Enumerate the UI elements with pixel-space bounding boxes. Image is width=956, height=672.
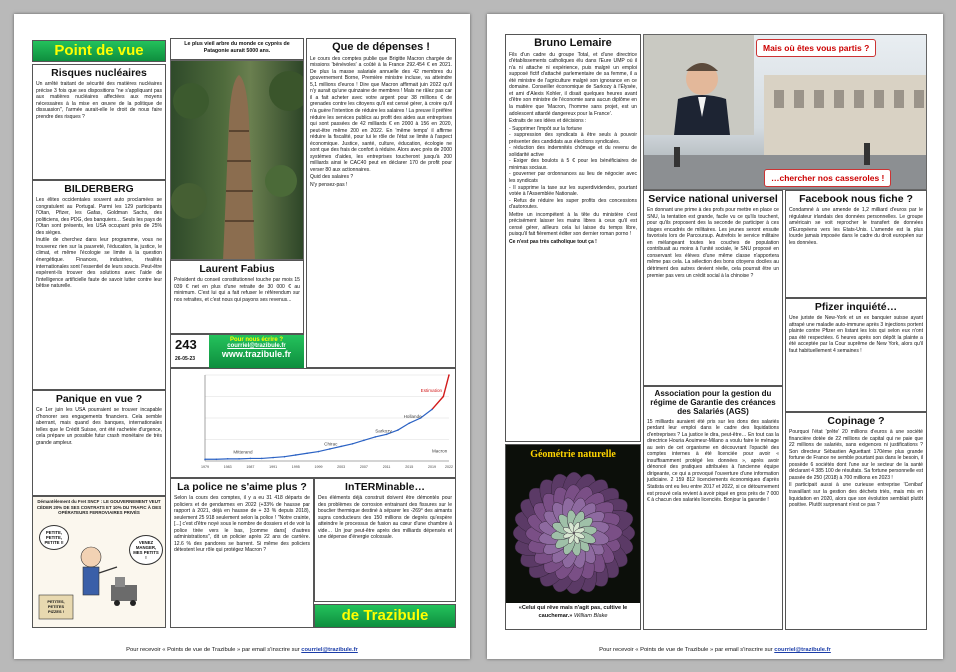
x-tick-label: 2011 (382, 465, 391, 469)
x-tick-label: 1991 (269, 465, 278, 469)
article-text: Une juriste de New-York et un ex banquier suisse ayant attrapé une maladie auto-immune après 3 injections portent plainte contre Pfizer en listant les lois qui selon eux n'ont pas été respectées. 6 heures après son dépôt la plainte a été acceptée par la Cour suprême de New York, alors qu'il faut habituellement 4 semaines ! (789, 315, 923, 354)
data-point (431, 409, 433, 411)
x-tick-label: 2019 (427, 465, 436, 469)
article-text: Ce n'est pas très catholique tout ça ! (509, 238, 597, 245)
aid-chart (171, 369, 455, 477)
article-laurent-fabius (170, 260, 304, 334)
chart-label-macron: Macron (431, 448, 448, 454)
article-title: La police ne s'aime plus ? (177, 481, 307, 493)
photo-caption-top: Mais où êtes vous partis ? (756, 39, 876, 57)
article-text: Inutile de cherchez dans leur programme, vous ne trouverez rien sur la pauvreté, l'éducation, la justice, le climat, et même l'écologie se limite à la question énergétique. Finances, industries, rivalités internationales sont l'essentiel de leurs soucis. Peut-être espèrent-ils trouver des solutions avec l'aide de l'intelligence artificielle faute de savoir lutter contre leur bêtise naturelle. (36, 237, 162, 290)
data-point (408, 422, 410, 424)
article-text: Un arrêté traitant de sécurité des matières nucléaires précise 3 fois que ses dispositions "ne s'appliquant pas aux matières nucléaires affectées aux moyens nécessaires à la mise en œuvre de la politique de dissuasion", l'armée aurait-elle le droit de nous faire prendre des risques ? (36, 81, 162, 120)
article-text: Condamné à une amende de 1,2 milliard d'euros par le régulateur irlandais des données personnelles. Le groupe américain se voit reprocher le transfert de données d'Européens vers les Etats-Unis. L'amende est la plus lourde jamais imposée dans le cadre du droit européen sur les données. (789, 207, 923, 246)
cartoon-header: Démantèlement du Fret SNCF : LE GOUVERNEMENT VEUT CÉDER 20% DE SES CONTRATS ET 10% DU TRAFIC À DES OPÉRATEURS FERROVIAIRES PRIVÉS (36, 499, 162, 515)
article-title: InTERMinable… (345, 481, 425, 493)
banner-point-de-vue: Point de vue (32, 40, 166, 62)
contact-box: Pour nous écrire ? courriel@trazibule.fr www.trazibule.fr (209, 335, 304, 368)
article-title: Association pour la gestion du régime de Garantie des créances des Salariés (AGS) (650, 389, 776, 417)
cartoon-sign: PETITES, PETITES PIZZES ! (47, 599, 65, 614)
x-tick-label: 2007 (359, 465, 368, 469)
data-point (397, 429, 399, 431)
article-que-de-depenses (306, 38, 456, 368)
list-item: - suppression des syndicats à être seuls à pouvoir présenter des candidats aux élections syndicales. (509, 132, 637, 145)
data-point (295, 454, 297, 456)
data-point (352, 443, 354, 445)
article-title: BILDERBERG (64, 183, 134, 195)
footer: Pour recevoir « Points de vue de Trazibule » par email s'inscrire sur courriel@trazibule.fr (599, 647, 831, 653)
article-text: Selon la cours des comptes, il y a eu 31 418 départs de policiers et de gendarmes en 2022 (+33% de hausse par rapport à 2021, déjà en hausse de + 33 % depuis 2018), seulement 25 918 seulement selon la police ! "Notre crainte, [...] c'est d'être noyé sous le nombre de dossiers et de voir la police tirée vers le bas, [comme dans] d'autres administrations", dit un policier après 22 ans de carrière. 12.6 % des pandores se barrent. Si même des policiers détestent leur rôle qui protégez Macron ? (174, 495, 310, 554)
list-item: - Supprimer l'impôt sur la fortune (509, 125, 583, 132)
page-left (14, 14, 470, 659)
article-text: 15 milliards auraient été pris sur les dons des salariés perdant leur emploi dans le cadre des liquidations d'entreprises ? La justice le dira, peut-être… En tout cas la directrice Houria Aouimeur-Milano a voulu faire le ménage au sein de cet organisme en découvrant l'opacité des comptes internes à été licenciée pour avoir « insuffisamment protégé les données », après avoir dénoncé des pratiques attribuées à l'ancienne équipe dirigeante, ce qui a provoqué l'ouverture d'une information judiciaire. 2 159 812 licenciements économiques d'après Statista ont eu lieu entre 2017 et 2022, si ce détournement est prouvé cela revient à avoir piqué en gros près de 7 000 € à chacun des salariés licenciés. Bonjour la garantie ! (647, 418, 779, 504)
article-risques-nucleaires (32, 64, 166, 180)
article-panique (32, 390, 166, 496)
data-point (386, 434, 388, 436)
x-tick-label: 1983 (223, 465, 232, 469)
list-item: - Refus de réduire les super profits des concessions d'autoroutes. (509, 197, 637, 211)
list-item: - gouverner par ordonnances au lieu de négocier avec les syndicats (509, 171, 637, 185)
data-point (261, 458, 263, 460)
article-facebook (785, 190, 927, 298)
chart-label-chirac: Chirac (324, 441, 338, 447)
photo-scene (644, 35, 927, 190)
issue-date: 26-05-23 (175, 356, 196, 362)
article-pfizer (785, 298, 927, 412)
article-title: Risques nucléaires (51, 67, 147, 79)
article-police (170, 478, 314, 628)
article-text: Pourquoi l'état 'prête' 20 millions d'euros à une société financière dotée de 22 millions de capital qui ne paie que 22 millions de salariés, sans exigences ni justifications ? Son directeur Sébastien Aguettant 170ème plus grande fortune de France ne semble pourtant pas dans le besoin, il possède 6 sociétés dont l'une sur le secteur de la santé déclarant 4 385 100 de résultats. Sa fortune personnelle est passée de 250 (2018) à 700 millions en 2023 ! (789, 429, 923, 481)
article-title: Laurent Fabius (199, 263, 275, 275)
succulent-image (506, 463, 641, 613)
data-point (227, 458, 229, 460)
chart-box (170, 368, 456, 478)
issue-box (170, 334, 304, 368)
x-tick-label: 1995 (291, 465, 300, 469)
x-tick-label: 2022 (445, 465, 453, 469)
data-point (238, 458, 240, 460)
footer: Pour recevoir « Points de vue de Trazibule » par email s'inscrire sur courriel@trazibule.fr (126, 647, 358, 653)
data-point (216, 458, 218, 460)
article-text: Ce 1er juin les USA pourraient se trouver incapable d'honorer ses engagements financiers. Cela semble aberrant, mais quand des banques, internationales telles que le Crédit Suisse, ont été rachetée d'urgence, cela prépare un possible futur crash monétaire de très grande ampleur. (36, 407, 162, 446)
x-tick-label: 1987 (246, 465, 255, 469)
article-ags (643, 386, 783, 630)
data-point (448, 374, 450, 376)
quote-box (506, 603, 640, 629)
article-copinage (785, 412, 927, 630)
tree-photo (170, 60, 304, 260)
geometrie-title: Géométrie naturelle (530, 449, 616, 460)
article-text: N'y pensez-pas ! (310, 182, 348, 189)
article-text: Il participait aussi à une curieuse entreprise 'Cenibat' travaillant sur la gestion des déchets triés, mais mis en liquidation en 2020, alors que son évolution semblait plutôt positive. Plutôt surprenant n'est ce pas ? (789, 482, 923, 509)
data-point (204, 458, 206, 460)
contact-email[interactable]: courriel@trazibule.fr (227, 343, 286, 349)
x-tick-label: 2015 (405, 465, 414, 469)
chart-label-sarkozy: Sarkozy (375, 428, 392, 434)
quote-text: «Celui qui rêve mais n'agit pas, cultive le cauchemar.» (518, 605, 628, 619)
article-text: Fils d'un cadre du groupe Total, et d'une directrice d'établissements catholiques élu dans l'Eure UMP où il n'a ni attache ni expérience, puis malgré un emploi supposé fictif d'attaché parlementaire de sa femme, il a été ministre de l'agriculture malgré son ignorance en ce domaine. Conseiller économique de Sarkozy à l'Élysée, et ami d'Alexis Kohler, il disait quelques heures avant d'être son ministre de l'économie sans aucun diplôme en la matière que 'Macron, l'homme sans projet, est un adolescent attardé dangereux pour la France'. (509, 51, 637, 117)
data-point (250, 458, 252, 460)
x-tick-label: 2003 (337, 465, 346, 469)
article-title: Panique en vue ? (55, 393, 143, 405)
article-title: Service national universel (648, 193, 778, 205)
article-title: Facebook nous fiche ? (799, 193, 913, 205)
article-text: En donnant une prime à des profs pour mettre en place ce SNU, la tentation est grande, facile vu ce qu'ils touchent, pour qu'ils proposent des la seconde de participer à ces stages encadrés de militaires. Les jeunes seront ensuite favorisés lors de Parcoursup. Autrefois le service militaire en mélangeant toutes les couches de population contribuait au moins à l'unité sociale, le SNU proposé en conservant les élèves d'une même classe n'apportera même pas cela. La sélection des bons citoyens dociles au détriment des autres devient réelle, cela pourrait être un premier pas vers un crédit social à la chinoise ? (647, 207, 779, 279)
article-text: Président du conseil constitutionnel touche par mois 15 039 € net en plus d'une retraite de 30 000 € au minimum. C'est lui qui a fait refuser le référendum sur nos retraites, et c'est nous qui payons ses revenus... (174, 277, 300, 303)
x-tick-label: 1999 (314, 465, 323, 469)
macron-photo (643, 34, 927, 190)
tree-trunk (171, 61, 304, 260)
chart-label-mitterand: Mitterand (233, 449, 253, 455)
chart-label-hollande: Hollande (403, 414, 422, 419)
chart-label-estimation: Estimation (420, 388, 443, 394)
tree-caption: Le plus vieil arbre du monde ce cyprès de Patagonie aurait 5000 ans. (170, 38, 304, 60)
data-point (272, 457, 274, 459)
banner-de-trazibule: de Trazibule (314, 604, 456, 628)
x-tick-label: 1979 (201, 465, 209, 469)
article-text: Quid des salaires ? (310, 174, 354, 181)
data-point (363, 440, 365, 442)
website-link[interactable]: www.trazibule.fr (221, 349, 292, 359)
speech-bubble: PETITE, PETITE, PETITE !! (39, 525, 69, 550)
article-text: Mettre un incompétent à la tête du ministère c'est précisément laisser les mains libres à ceux qu'il est censé gérer, ailleurs cela lui laisse du temps libre, puisqu'il fait fièrement éditer son dernier roman porno ! (509, 211, 637, 238)
article-title: Que de dépenses ! (332, 41, 430, 53)
article-title: Copinage ? (827, 415, 885, 427)
article-text: Des éléments déjà construit doivent être démontés pour des problèmes de corrosion entrainant des fissures sur le bouclier thermique destiné à séparer les -269° des aimants supra conducteurs des 150 millions de degrés qu'espère atteindre le processus de fusion au cœur d'une chambre à vide… Un jour peut-être après des milliards dépensés et une dépense d'énergie colossale. (318, 495, 452, 541)
article-text: Les élites occidentales souvent auto proclamées se congratulent au Portugal. Parmi les 129 participants l'Otan, Pfizer, les Gafas, Goldman Sachs, des politiciens, des PDG, des banquiers… Seuls les pays de l'Otan sont présents, les USA occupant près de 25% des sièges. (36, 197, 162, 236)
data-point (318, 451, 320, 453)
issue-number: 243 (175, 337, 197, 352)
list-item: - Exiger des boulots à 5 € pour les bénéficiaires de minimas sociaux. (509, 158, 637, 171)
page-right (487, 14, 943, 659)
data-point (443, 396, 445, 398)
speech-bubble: VENEZ MANGER, MES PETITS ! (129, 535, 163, 565)
data-point (340, 446, 342, 448)
data-point (284, 456, 286, 458)
article-title: Pfizer inquiété… (814, 301, 898, 313)
list-item: - Il supprime la taxe sur les superdividendes, pourtant votée à l'Assemblée Nationale. (509, 184, 637, 198)
cartoon-sncf (32, 496, 166, 628)
data-point (374, 436, 376, 438)
article-bruno-lemaire (505, 34, 641, 442)
article-bilderberg (32, 180, 166, 390)
footer-email[interactable]: courriel@trazibule.fr (774, 647, 831, 653)
data-point (329, 448, 331, 450)
article-interminable (314, 478, 456, 602)
data-point (306, 452, 308, 454)
list-item: - réduction des indemnités chômage et du revenu de solidarité active (509, 145, 637, 158)
article-text: Extraits de ses idées et décisions : (509, 118, 587, 125)
article-service-national (643, 190, 783, 386)
quote-author: William Blake (573, 612, 608, 619)
article-title: Bruno Lemaire (534, 37, 612, 49)
geometrie-box (505, 444, 641, 630)
article-text: Le cours des comptes publie que Brigitte Macron chargée de missions 'bénévoles' a coûté à la France 292.454 € en 2021. De plus la masse salariale annuelle des 42 membres du gouvernement Borne, Première ministre incluse, va atteindre 5,1 millions d'euros ! Dire que Macron affirmait juin 2022 qu'il n'y aurait qu'une quinzaine de membres ! Mais ne râlez pas car il a fait acheter avec votre argent pour 38 millions € de grenades contre les citoyens qu'il est censé gérer, à croire qu'il n'a guère l'intention de réduire les salaires ! La preuve il préfère réduire les services publics au profit des aides aux entreprises qui sont passées de 42 milliards € en 2000 à 156 en 2020, peut-être même 200 en 2022. En 'même temps' il affirme réduire la fiscalité, pour lui le rôle de l'état se limite à l'aspect économique. Justice, santé, culture, éducation, écologie ne sont que des frais de confort à réduire. Alors avec près de 2000 systèmes d'aides, les entreprises toucheront jusqu'à 200 milliards ainsi le CAC40 peut en déclarer 170 de profit pour verser 80 aux actionnaires. (310, 55, 452, 173)
photo-caption-bottom: …chercher nos casseroles ! (764, 169, 891, 187)
footer-email[interactable]: courriel@trazibule.fr (301, 647, 358, 653)
